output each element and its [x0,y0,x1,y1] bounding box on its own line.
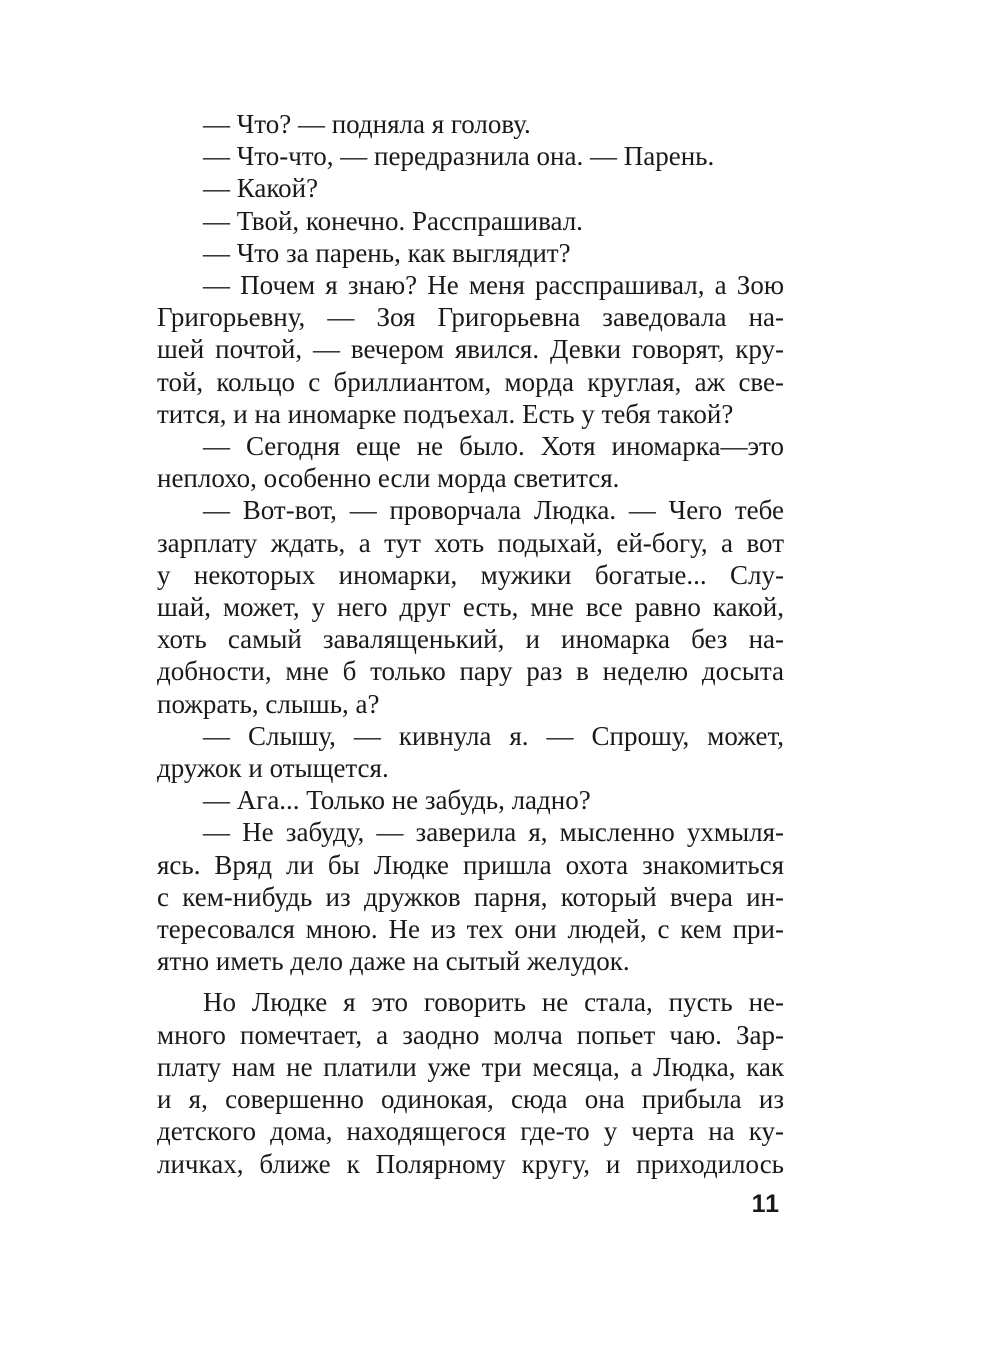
text-line: добности, мне б только пару раз в неделю досыта [157,656,784,687]
text-line: — Не забуду, — заверила я, мысленно ухмыля- [203,817,784,848]
paragraph [157,784,784,816]
paragraph [157,816,784,977]
paragraph [157,140,784,172]
text-line: дружок и отыщется. [157,753,389,784]
text-line: зарплату ждать, а тут хоть подыхай, ей-богу, а вот [157,527,784,558]
text-line: — Слышу, — кивнула я. — Спрошу, может, [203,720,784,751]
text-line: — Что? — подняла я голову. [203,109,531,139]
page-text [157,108,784,1180]
text-line: Но Людке я это говорить не стала, пусть не- [203,987,784,1018]
text-line: хоть самый завалященький, и иномарка без на- [157,624,784,655]
text-line: пожрать, слышь, а? [157,688,380,719]
text-line: — Что-что, — передразнила она. — Парень. [203,141,715,172]
paragraph [157,237,784,269]
text-line: ятно иметь дело даже на сытый желудок. [157,946,630,977]
paragraph [157,986,784,1179]
paragraph [157,720,784,784]
text-line: с кем-нибудь из дружков парня, который вчера ин- [157,881,784,912]
text-line: — Сегодня еще не было. Хотя иномарка—это [203,431,784,462]
text-line: той, кольцо с бриллиантом, морда круглая, аж све- [157,366,784,397]
text-line: детского дома, находящегося где-то у черта на ку- [157,1116,784,1147]
text-line: тится, и на иномарке подъехал. Есть у тебя такой? [157,398,734,429]
paragraph [157,269,784,430]
text-line: — Ага... Только не забудь, ладно? [203,785,591,816]
text-line: личках, ближе к Полярному кругу, и приходилось [157,1148,784,1179]
text-line: неплохо, особенно если морда светится. [157,463,620,494]
text-line: и я, совершенно одинокая, сюда она прибыла из [157,1084,784,1115]
text-line: — Какой? [203,173,319,204]
text-line: шей почтой, — вечером явился. Девки говорят, кру- [157,334,784,365]
text-line: — Твой, конечно. Расспрашивал. [203,205,583,236]
text-line: Григорьевну, — Зоя Григорьевна заведовала на- [157,302,784,333]
text-line: тересовался мною. Не из тех они людей, с кем при- [157,914,784,945]
paragraph [157,108,784,140]
text-line: ясь. Вряд ли бы Людке пришла охота знакомиться [157,849,784,880]
text-line: — Почем я знаю? Не меня расспрашивал, а Зою [203,270,784,301]
text-line: шай, может, у него друг есть, мне все равно какой, [157,592,784,623]
paragraph [157,430,784,494]
paragraph-gap [157,977,784,986]
text-line: у некоторых иномарки, мужики богатые... Слу- [157,559,784,590]
paragraph [157,172,784,204]
text-line: — Что за парень, как выглядит? [203,237,571,268]
text-line: плату нам не платили уже три месяца, а Людка, как [157,1051,784,1082]
paragraph [157,205,784,237]
text-line: много помечтает, а заодно молча попьет чаю. Зар- [157,1019,784,1050]
text-line: — Вот-вот, — проворчала Людка. — Чего тебе [203,495,784,526]
page-number: 11 [751,1190,780,1218]
paragraph [157,494,784,719]
